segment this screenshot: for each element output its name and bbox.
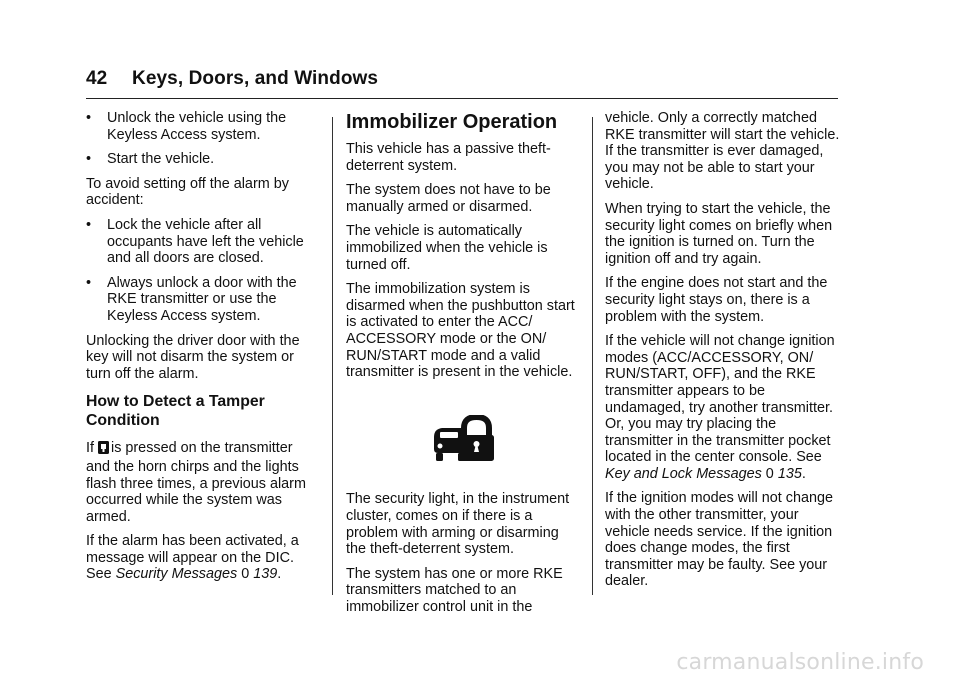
column-3 <box>605 110 841 598</box>
immobilizer-heading: Immobilizer Operation <box>346 111 558 133</box>
bullet-text: Unlock the vehicle using the Keyless Access system. <box>107 110 287 143</box>
paragraph: When trying to start the vehicle, the security light comes on briefly when the ignition is turned on. Turn the ignition off and try again. <box>605 200 833 267</box>
list-item <box>86 151 318 168</box>
watermark: carmanualsonline.info <box>676 650 924 675</box>
paragraph: The immobilization system is disarmed when the pushbutton start is activated to enter the ACC/ ACCESSORY mode or the ON/ RUN/START mode and a valid transmitter is present in the vehicle. <box>346 281 575 381</box>
paragraph: If the ignition modes will not change with the other transmitter, your vehicle needs service. If the ignition does change modes, the first transmitter may be faulty. See your dealer. <box>605 490 833 590</box>
cross-reference-link[interactable]: Key and Lock Messages <box>605 465 762 482</box>
list-item <box>86 110 318 143</box>
page-arrow: 0 <box>241 566 250 583</box>
paragraph: Unlocking the driver door with the key will not disarm the system or turn off the alarm. <box>86 332 300 382</box>
security-light-icon <box>432 415 494 463</box>
paragraph <box>86 533 318 583</box>
tamper-heading: How to Detect a Tamper Condition <box>86 393 265 430</box>
text-fragment: If the vehicle will not change ignition modes (ACC/ACCESSORY, ON/ RUN/START, OFF), and the RKE transmitter appears to be undamaged, try another transmitter. Or, you may try placing the transmitter in the transmitter pocket located in the center console. See <box>605 333 835 466</box>
paragraph: The system has one or more RKE transmitters matched to an immobilizer control unit in the <box>346 565 563 615</box>
paragraph: To avoid setting off the alarm by accident: <box>86 175 289 209</box>
column-divider-right <box>592 117 593 595</box>
page-arrow: 0 <box>765 465 774 482</box>
column-divider-left <box>332 117 333 595</box>
column-2 <box>346 110 580 623</box>
bullet-text: Always unlock a door with the RKE transmitter or use the Keyless Access system. <box>107 274 297 324</box>
bullet-marker: • <box>86 274 92 291</box>
bullet-text: Lock the vehicle after all occupants have left the vehicle and all doors are closed. <box>107 216 304 267</box>
column-1 <box>86 110 318 591</box>
bullet-marker: • <box>86 216 92 233</box>
list-item <box>86 217 318 267</box>
cross-reference-link[interactable]: Security Messages <box>115 566 238 583</box>
page-number: 42 <box>86 68 108 89</box>
text-fragment: . <box>277 566 282 583</box>
text-fragment: If the alarm has been activated, a message will appear on the DIC. See <box>86 533 299 583</box>
bullet-marker: • <box>86 151 92 168</box>
text-fragment: If <box>86 440 94 457</box>
paragraph <box>605 333 841 482</box>
text-fragment: is pressed on the transmitter and the horn chirps and the lights flash three times, a previous alarm occurred while the system was armed. <box>86 440 306 525</box>
page-reference[interactable]: 135 <box>777 465 802 482</box>
security-light-figure <box>346 389 580 492</box>
bullet-marker: • <box>86 110 92 126</box>
paragraph: If the engine does not start and the security light stays on, there is a problem with the system. <box>605 275 828 325</box>
paragraph: The system does not have to be manually armed or disarmed. <box>346 182 551 215</box>
page-reference[interactable]: 139 <box>253 566 278 583</box>
list-item <box>86 275 318 325</box>
bullet-text: Start the vehicle. <box>107 151 215 168</box>
header-rule <box>86 98 838 99</box>
lock-key-icon <box>98 441 109 459</box>
paragraph: The security light, in the instrument cluster, comes on if there is a problem with arming or disarming the theft-deterrent system. <box>346 491 570 558</box>
paragraph: vehicle. Only a correctly matched RKE transmitter will start the vehicle. If the transmitter is ever damaged, you may not be able to start your vehicle. <box>605 110 840 193</box>
page-header <box>86 68 838 90</box>
section-title: Keys, Doors, and Windows <box>132 68 379 89</box>
paragraph: This vehicle has a passive theft-deterrent system. <box>346 141 551 174</box>
paragraph: The vehicle is automatically immobilized when the vehicle is turned off. <box>346 223 548 273</box>
text-fragment: . <box>801 465 806 482</box>
paragraph <box>86 440 318 525</box>
